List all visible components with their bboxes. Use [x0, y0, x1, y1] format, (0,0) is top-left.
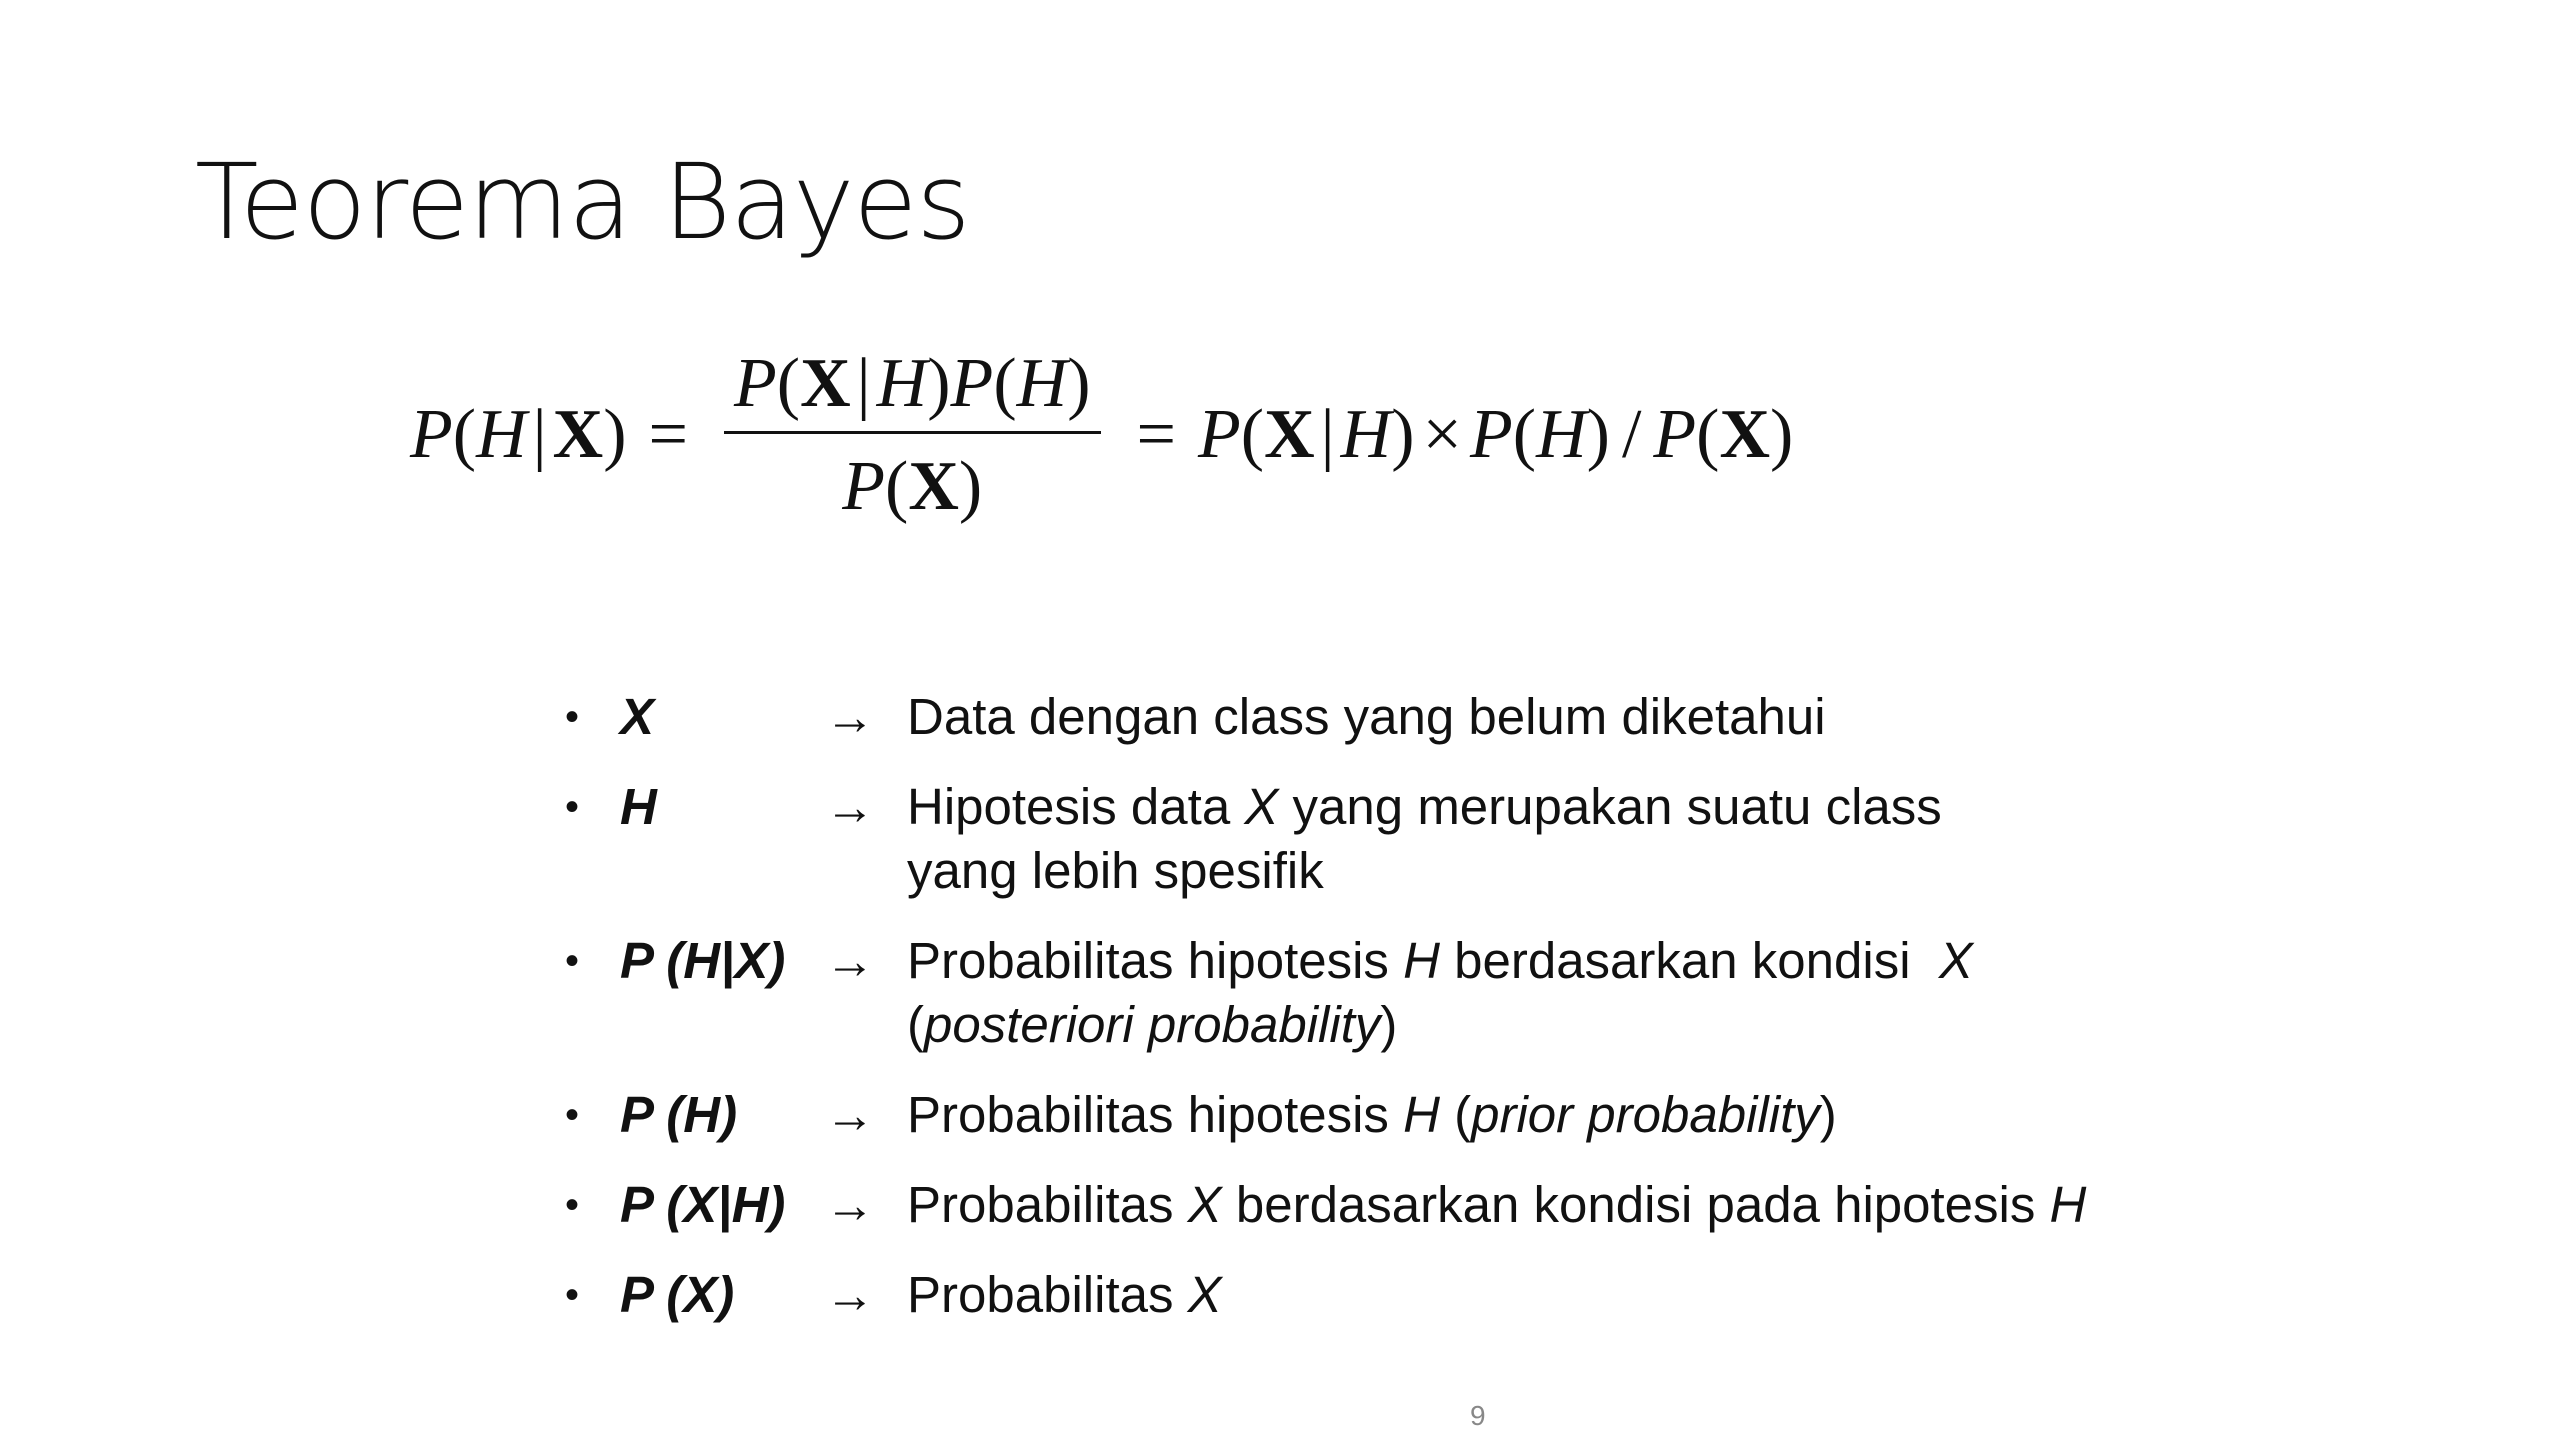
- bullet-icon: •: [565, 1183, 580, 1227]
- definition-term: P (X|H): [620, 1176, 786, 1233]
- bullet-icon: •: [565, 695, 580, 739]
- formula-numerator: P(X|H)P(H): [734, 345, 1091, 422]
- list-item: [565, 1083, 2086, 1147]
- definition-text: Data dengan class yang belum diketahui: [907, 688, 1826, 745]
- page-number: 9: [1470, 1400, 1486, 1431]
- list-item: [565, 775, 2086, 903]
- arrow-right-icon: →: [825, 1087, 875, 1143]
- definition-text: Probabilitas hipotesis H berdasarkan kondisi X (posteriori probability): [907, 932, 1973, 1053]
- bullet-icon: •: [565, 1273, 580, 1317]
- list-item: [565, 1173, 2086, 1237]
- arrow-right-icon: →: [825, 779, 875, 835]
- bullet-icon: •: [565, 785, 580, 829]
- definition-term: H: [620, 778, 657, 835]
- formula-denominator: P(X): [842, 447, 983, 525]
- arrow-right-icon: →: [825, 933, 875, 989]
- definition-text: Probabilitas X: [907, 1266, 1222, 1323]
- definition-term: X: [620, 688, 655, 745]
- formula-equals-1: =: [648, 396, 689, 473]
- formula-rhs: P(X|H) × P(H) / P(X): [1197, 396, 1794, 473]
- list-item: [565, 1263, 2086, 1327]
- formula-lhs: P(H|X): [410, 396, 627, 473]
- formula-fraction: [724, 347, 1100, 523]
- definition-text: Hipotesis data X yang merupakan suatu class yang lebih spesifik: [907, 778, 1942, 899]
- list-item: [565, 685, 2086, 749]
- slide-title: Teorema Bayes: [195, 141, 970, 263]
- definition-term: P (H): [620, 1086, 738, 1143]
- definition-text: Probabilitas hipotesis H (prior probability): [907, 1086, 1837, 1143]
- bayes-formula: [410, 330, 1793, 540]
- arrow-right-icon: →: [825, 689, 875, 745]
- list-item: [565, 929, 2086, 1057]
- bullet-icon: •: [565, 939, 580, 983]
- definition-term: P (X): [620, 1266, 735, 1323]
- definition-term: P (H|X): [620, 932, 786, 989]
- formula-equals-2: =: [1136, 396, 1176, 473]
- arrow-right-icon: →: [825, 1267, 875, 1323]
- arrow-right-icon: →: [825, 1177, 875, 1233]
- bullet-icon: •: [565, 1093, 580, 1137]
- definition-text: Probabilitas X berdasarkan kondisi pada hipotesis H: [907, 1176, 2087, 1233]
- definition-list: [565, 685, 2086, 1353]
